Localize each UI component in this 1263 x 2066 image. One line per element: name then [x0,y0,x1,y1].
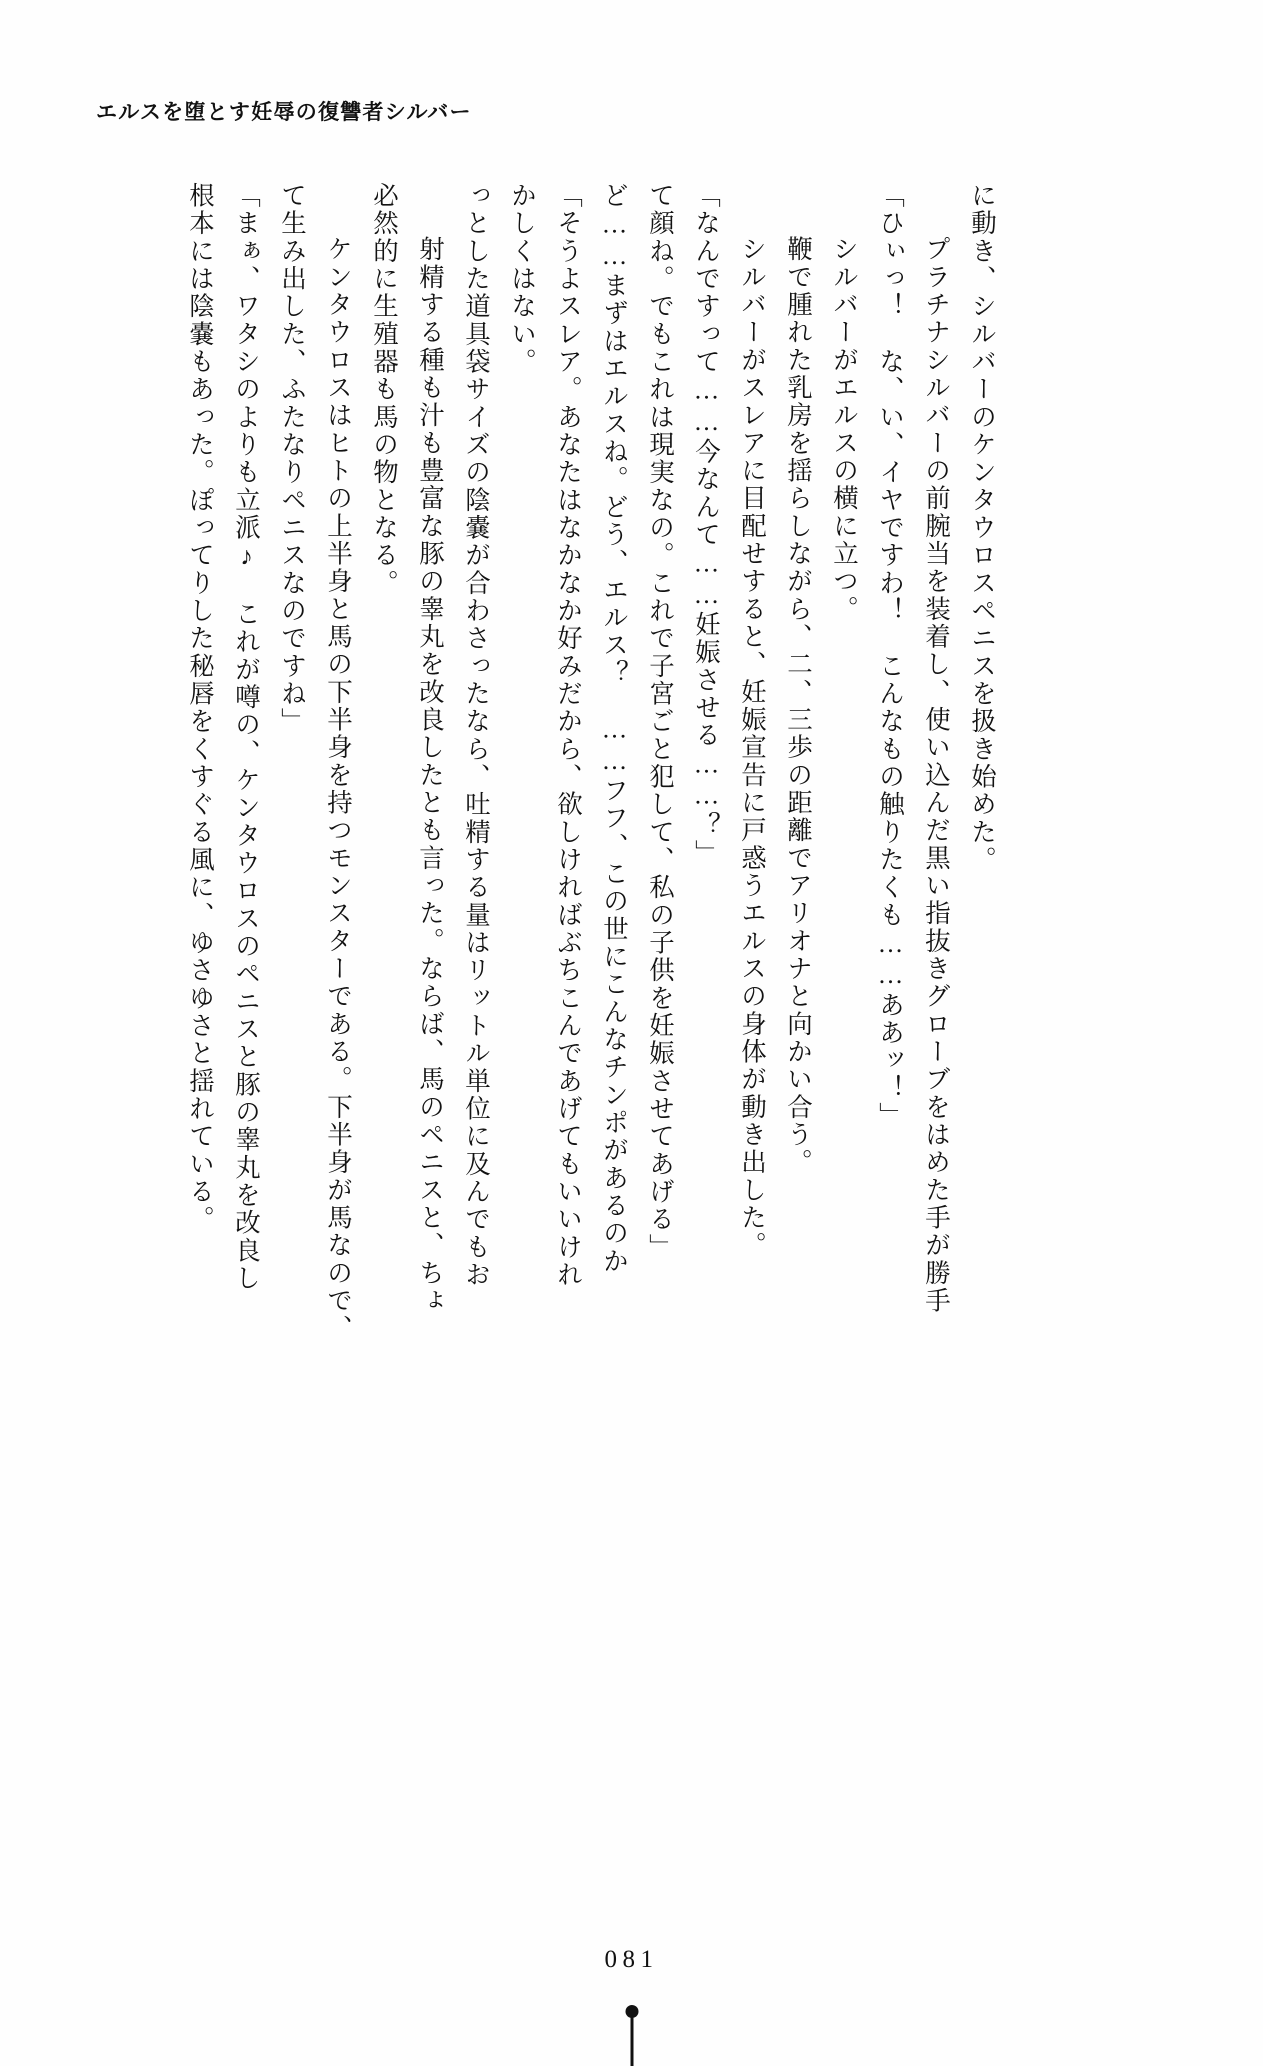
text-line: て生み出した、ふたなりペニスなのですね」 [278,182,307,736]
footer-rule-ornament [630,2014,633,2066]
text-line: 根本には陰嚢もあった。ぽってりした秘唇をくすぐる風に、ゆさゆさと揺れている。 [186,182,215,1234]
page-number: 081 [604,1946,659,1973]
text-line: 「まぁ、ワタシのよりも立派♪ これが噂の、ケンタウロスのペニスと豚の睾丸を改良し [232,182,261,1293]
text-line: かしくはない。 [508,182,537,376]
text-line: 「ひぃっ！ な、い、イヤですわ！ こんなもの触りたくも……ああッ！」 [876,182,905,1130]
text-line: 「そうよスレア。あなたはなかなか好みだから、欲しければぶちこんであげてもいいけれ [554,182,583,1289]
text-line: っとした道具袋サイズの陰嚢が合わさったなら、吐精する量はリットル単位に及んでもお [462,182,491,1289]
text-line: 鞭で腫れた乳房を揺らしながら、二、三歩の距離でアリオナと向かい合う。 [784,208,813,1177]
text-line: プラチナシルバーの前腕当を装着し、使い込んだ黒い指抜きグローブをはめた手が勝手 [922,208,951,1315]
text-line: シルバーがエルスの横に立つ。 [830,208,859,624]
text-line: 「なんですって……今なんて……妊娠させる……？」 [692,182,721,868]
text-line: ケンタウロスはヒトの上半身と馬の下半身を持つモンスターである。下半身が馬なので、 [324,208,353,1343]
text-line: て顔ね。でもこれは現実なの。これで子宮ごと犯して、私の子供を妊娠させてあげる」 [646,182,675,1262]
text-line: 射精する種も汁も豊富な豚の睾丸を改良したとも言った。ならば、馬のペニスと、ちょ [416,208,445,1315]
text-line: に動き、シルバーのケンタウロスペニスを扱き始めた。 [968,182,997,874]
text-line: ど……まずはエルスね。どう、エルス？ ……フフ、この世にこんなチンポがあるのか [600,182,629,1276]
vertical-text-body [167,182,1167,1362]
running-header: エルスを堕とす妊辱の復讐者シルバー [96,100,472,124]
text-line: シルバーがスレアに目配せすると、妊娠宣告に戸惑うエルスの身体が動き出した。 [738,208,767,1260]
text-line: 必然的に生殖器も馬の物となる。 [370,182,399,598]
